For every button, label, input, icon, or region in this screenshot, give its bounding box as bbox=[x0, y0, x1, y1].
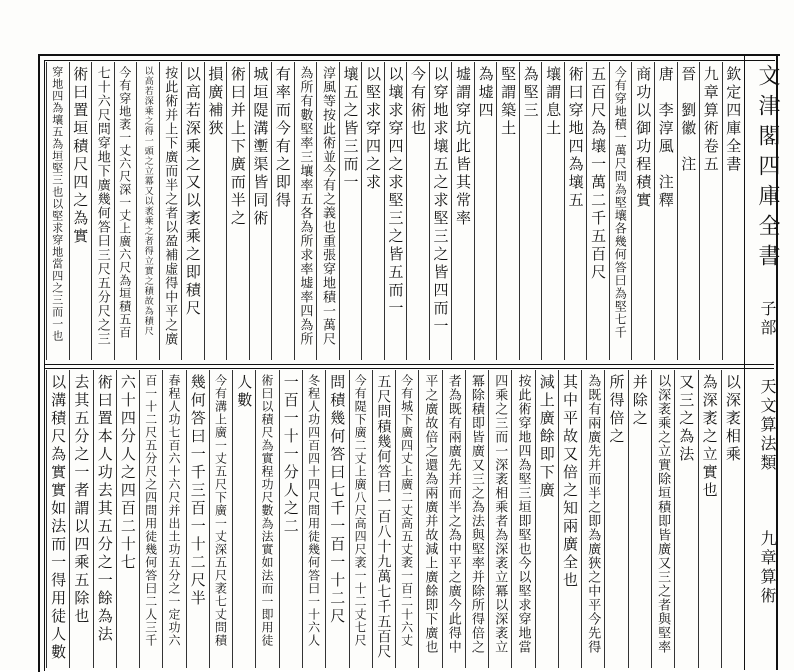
column-rule bbox=[722, 62, 723, 360]
lower-text-column: 并除之 bbox=[630, 374, 649, 428]
column-rule bbox=[361, 62, 362, 360]
upper-text-column: 為堅三 bbox=[521, 66, 540, 120]
column-rule bbox=[488, 370, 489, 668]
upper-text-column: 以穿地求壤五之求堅三之皆四而一 bbox=[431, 66, 450, 336]
upper-text-column: 壤謂息土 bbox=[544, 66, 563, 138]
column-rule bbox=[46, 370, 47, 668]
lower-text-column: 問積幾何答曰七千一百一十二尺 bbox=[328, 374, 347, 626]
lower-text-column: 以溝積尺為實實如法而一得用徒人數 bbox=[49, 374, 68, 662]
lower-text-column: 去其五分之一者謂以四乘五除也 bbox=[72, 374, 91, 626]
column-rule bbox=[451, 62, 452, 360]
column-rule bbox=[628, 370, 629, 668]
column-rule bbox=[677, 62, 678, 360]
lower-text-column: 為既有兩廣先并而半之即為廣狹之中平今先得 bbox=[585, 374, 601, 654]
column-rule bbox=[271, 62, 272, 360]
upper-text-column: 城垣隄溝壍渠皆同術 bbox=[251, 66, 270, 228]
lower-text-column: 術曰以積尺為實程功尺數為法實如法而一即用徒 bbox=[260, 374, 274, 647]
upper-text-column: 為墟四 bbox=[476, 66, 495, 120]
column-rule bbox=[316, 62, 317, 360]
column-rule bbox=[159, 62, 160, 360]
column-rule bbox=[535, 370, 536, 668]
column-rule bbox=[581, 370, 582, 668]
edge-column-rule bbox=[744, 54, 745, 670]
upper-text-column: 有率而今有之即得 bbox=[273, 66, 292, 210]
upper-text-column: 壤五之皆三而一 bbox=[341, 66, 360, 192]
column-rule bbox=[698, 370, 699, 668]
column-rule bbox=[406, 62, 407, 360]
column-rule bbox=[279, 370, 280, 668]
lower-text-column: 以深袤乘之立實除垣積即皆廣又三之者與堅率 bbox=[655, 374, 671, 654]
middle-divider-2 bbox=[44, 368, 774, 369]
column-rule bbox=[541, 62, 542, 360]
lower-text-column: 春程人功七百六十六尺并出土功五分之一定功六 bbox=[167, 374, 181, 647]
lower-text-column: 以深袤相乘 bbox=[723, 374, 742, 464]
column-rule bbox=[114, 62, 115, 360]
upper-text-column: 今有穿地袤一丈六尺深一丈上廣六尺為垣積五百 bbox=[117, 66, 132, 339]
column-rule bbox=[302, 370, 303, 668]
column-rule bbox=[46, 62, 47, 360]
column-rule bbox=[162, 370, 163, 668]
upper-text-column: 今有穿地積一萬尺問為堅壤各幾何答曰為堅七千 bbox=[613, 66, 628, 339]
column-rule bbox=[699, 62, 700, 360]
column-rule bbox=[384, 62, 385, 360]
column-rule bbox=[496, 62, 497, 360]
upper-text-column: 以壤求穿四之求堅三之皆五而一 bbox=[386, 66, 405, 318]
upper-text-column: 唐 李淳風 注釋 bbox=[656, 66, 675, 210]
upper-text-column: 今有術也 bbox=[409, 66, 427, 138]
upper-text-column: 術曰置垣積尺四之為實 bbox=[71, 66, 90, 246]
column-rule bbox=[93, 370, 94, 668]
lower-text-column: 按此術穿地四為堅三垣即堅也今以堅求穿地當 bbox=[515, 374, 531, 654]
lower-text-column: 所得倍之 bbox=[607, 374, 626, 446]
upper-text-column: 商功以御功程積實 bbox=[634, 66, 653, 210]
column-rule bbox=[429, 62, 430, 360]
column-rule bbox=[372, 370, 373, 668]
upper-text-column: 七十六尺問穿地下廣幾何答曰三尺五分尺之三 bbox=[94, 66, 110, 346]
lower-text-column: 今有溝上廣一丈五尺下廣一丈深五尺袤七丈問積 bbox=[213, 374, 228, 647]
upper-text-column: 淳風等按此術並今有之義也重張穿地積一萬尺 bbox=[320, 66, 335, 346]
column-rule bbox=[339, 62, 340, 360]
lower-text-column: 今有城下廣四丈上廣二丈高五丈袤一百二十六丈 bbox=[399, 374, 414, 647]
column-rule bbox=[558, 370, 559, 668]
column-rule bbox=[674, 370, 675, 668]
upper-text-column: 墟謂穿坑此皆其常率 bbox=[454, 66, 472, 228]
lower-text-column: 為深袤之立實也 bbox=[700, 374, 719, 500]
upper-text-column: 按此術并上下廣而半之者以盈補虛得中平之廣 bbox=[162, 66, 178, 346]
upper-text-column: 損廣補狹 bbox=[206, 66, 225, 138]
lower-text-column: 今有隄下廣二丈上廣八尺高四尺袤一十二丈七尺 bbox=[353, 374, 368, 647]
column-rule bbox=[465, 370, 466, 668]
upper-text-column: 九章算術卷五 bbox=[701, 66, 720, 174]
column-rule bbox=[586, 62, 587, 360]
column-rule bbox=[604, 370, 605, 668]
lower-text-column: 又三之為法 bbox=[677, 374, 696, 464]
column-rule bbox=[519, 62, 520, 360]
column-rule bbox=[232, 370, 233, 668]
column-rule bbox=[349, 370, 350, 668]
column-rule bbox=[116, 370, 117, 668]
lower-text-column: 其中平故又倍之知兩廣全也 bbox=[561, 374, 579, 590]
column-rule bbox=[474, 62, 475, 360]
column-rule bbox=[139, 370, 140, 668]
lower-text-column: 幾何答曰一千三百一十二尺半 bbox=[188, 374, 207, 608]
column-rule bbox=[651, 370, 652, 668]
column-rule bbox=[209, 370, 210, 668]
lower-text-column: 平之廣故倍之還為兩廣并故減上廣餘即下廣也 bbox=[422, 374, 438, 654]
upper-text-column: 晉 劉徽 注 bbox=[679, 66, 698, 174]
column-rule bbox=[654, 62, 655, 360]
column-rule bbox=[255, 370, 256, 668]
lower-text-column: 人數 bbox=[235, 374, 254, 410]
upper-text-column: 以高若深乘之得一頭之立冪又以袤乘之者得立實之積故為積尺 bbox=[142, 66, 153, 336]
lower-text-column: 術曰置本人功去其五分之一餘為法 bbox=[95, 374, 114, 644]
edge-category: 天文算法類 bbox=[758, 378, 777, 473]
lower-text-column: 六十四分人之四百二十七 bbox=[118, 374, 137, 572]
column-rule bbox=[294, 62, 295, 360]
column-rule bbox=[226, 62, 227, 360]
column-rule bbox=[69, 62, 70, 360]
upper-text-column: 欽定四庫全書 bbox=[724, 66, 743, 174]
column-rule bbox=[564, 62, 565, 360]
middle-divider bbox=[44, 364, 774, 365]
upper-text-column: 五百尺為壤一萬二千五百尺 bbox=[589, 66, 608, 282]
column-rule bbox=[511, 370, 512, 668]
upper-text-column: 堅謂築土 bbox=[499, 66, 518, 138]
upper-text-column: 以堅求穿四之求 bbox=[364, 66, 382, 192]
column-rule bbox=[395, 370, 396, 668]
edge-title: 文津閣四庫全書 bbox=[755, 64, 780, 274]
column-rule bbox=[721, 370, 722, 668]
upper-text-column: 穿地四為壤五為垣堅三也以堅求穿地當四之三而一也 bbox=[50, 66, 64, 342]
lower-text-column: 冬程人功四百四十四尺問用徒幾何答曰一十六人 bbox=[306, 374, 321, 647]
column-rule bbox=[204, 62, 205, 360]
lower-text-column: 五尺問積幾何答曰一百八十九萬七千五百尺 bbox=[375, 374, 392, 659]
column-rule bbox=[136, 62, 137, 360]
upper-text-column: 為所有數堅率三壤率五各為所求率墟率四為所 bbox=[297, 66, 313, 346]
edge-section: 子部 bbox=[758, 300, 777, 338]
column-rule bbox=[631, 62, 632, 360]
lower-text-column: 減上廣餘即下廣 bbox=[537, 374, 556, 500]
lower-text-column: 四乘之三而一深袤相乘者為深袤立冪以深袤立 bbox=[492, 374, 508, 654]
column-rule bbox=[91, 62, 92, 360]
column-rule bbox=[325, 370, 326, 668]
lower-text-column: 冪除積即皆廣又三之為法與堅率并除所得倍之 bbox=[468, 374, 484, 654]
upper-text-column: 術曰并上下廣而半之 bbox=[228, 66, 247, 228]
column-rule bbox=[69, 370, 70, 668]
column-rule bbox=[442, 370, 443, 668]
lower-text-column: 一百一十一分人之二 bbox=[281, 374, 300, 536]
edge-book: 九章算術 bbox=[758, 530, 777, 606]
column-rule bbox=[609, 62, 610, 360]
lower-text-column: 者為既有兩廣先并而半之為中平之廣今此得中 bbox=[445, 374, 461, 654]
lower-text-column: 百一十二尺五分尺之四問用徒幾何答曰二人三千 bbox=[143, 374, 158, 647]
column-rule bbox=[181, 62, 182, 360]
upper-text-column: 以高若深乘之又以袤乘之即積尺 bbox=[183, 66, 202, 318]
upper-text-column: 術曰穿地四為壤五 bbox=[566, 66, 585, 210]
column-rule bbox=[186, 370, 187, 668]
column-rule bbox=[249, 62, 250, 360]
column-rule bbox=[418, 370, 419, 668]
